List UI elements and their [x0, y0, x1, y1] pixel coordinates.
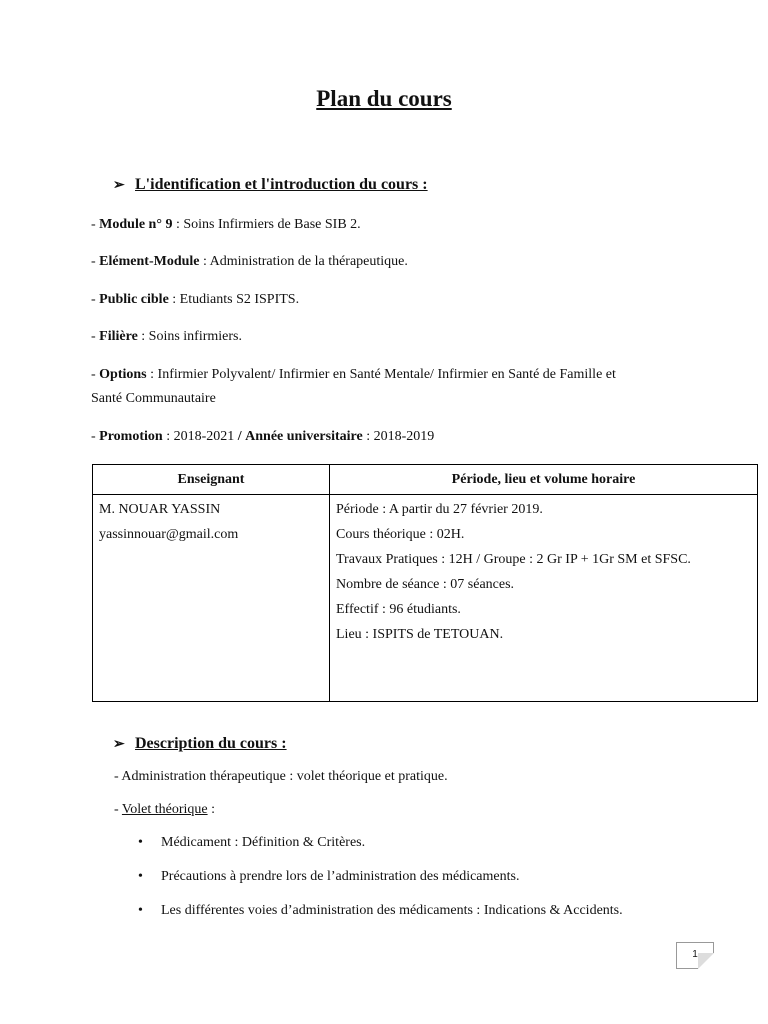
section-heading-description — [113, 735, 287, 753]
arrow-bullet-icon: ➢ — [113, 736, 125, 752]
header-periode: Période, lieu et volume horaire — [330, 465, 758, 495]
list-item — [138, 835, 365, 851]
table-row — [93, 495, 758, 702]
page-fold-icon — [698, 953, 714, 969]
field-value: : Soins infirmiers. — [137, 329, 243, 344]
teacher-email: yassinnouar@gmail.com — [99, 527, 239, 542]
list-item-text: Les différentes voies d’administration des médicaments : Indications & Accidents. — [161, 903, 623, 918]
arrow-bullet-icon: ➢ — [113, 177, 125, 193]
list-item-text: Médicament : Définition & Critères. — [161, 835, 366, 850]
page-title: Plan du cours — [316, 86, 452, 111]
header-enseignant: Enseignant — [93, 465, 330, 495]
list-item — [138, 903, 623, 919]
field-filiere: - Filière : Soins infirmiers. — [91, 329, 243, 344]
field-value-annee: : 2018-2019 — [362, 429, 435, 444]
section-heading-text: L'identification et l'introduction du cours : — [135, 176, 428, 193]
field-value: : Soins Infirmiers de Base SIB 2. — [172, 217, 361, 232]
volet-suffix: : — [207, 802, 215, 817]
detail-nombre-seance: Nombre de séance : 07 séances. — [336, 577, 515, 592]
section-heading-identification — [113, 176, 428, 194]
teacher-cell — [93, 495, 330, 702]
description-intro: - Administration thérapeutique : volet théorique et pratique. — [114, 769, 448, 784]
field-value: : Etudiants S2 ISPITS. — [168, 292, 300, 307]
detail-lieu: Lieu : ISPITS de TETOUAN. — [336, 627, 504, 642]
course-info-table — [92, 464, 758, 702]
page-number-box — [676, 942, 714, 969]
volet-theorique-label: Volet théorique — [121, 802, 208, 817]
field-element-module: - Elément-Module : Administration de la thérapeutique. — [91, 254, 408, 269]
field-value: : Administration de la thérapeutique. — [199, 254, 408, 269]
detail-effectif: Effectif : 96 étudiants. — [336, 602, 461, 617]
field-label: Module n° 9 — [99, 217, 173, 232]
field-label: Filière — [99, 329, 138, 344]
bullet-dot-icon: • — [138, 903, 143, 918]
field-label: Public cible — [99, 292, 169, 307]
field-public-cible: - Public cible : Etudiants S2 ISPITS. — [91, 292, 300, 307]
field-promotion: - Promotion : 2018-2021 / Année universitaire : 2018-2019 — [91, 429, 435, 444]
teacher-name: M. NOUAR YASSIN — [99, 502, 221, 517]
table-header-row — [93, 465, 758, 495]
field-separator: / — [237, 429, 242, 444]
details-cell — [330, 495, 758, 702]
field-value: : Infirmier Polyvalent/ Infirmier en Santé Mentale/ Infirmier en Santé de Famille et — [146, 367, 616, 382]
field-module: - Module n° 9 : Soins Infirmiers de Base SIB 2. — [91, 217, 361, 232]
detail-periode: Période : A partir du 27 février 2019. — [336, 502, 543, 517]
field-label: Options — [99, 367, 147, 382]
field-options-continuation: Santé Communautaire — [91, 391, 216, 406]
bullet-dot-icon: • — [138, 869, 143, 884]
list-item-text: Précautions à prendre lors de l’administration des médicaments. — [161, 869, 520, 884]
detail-cours-theorique: Cours théorique : 02H. — [336, 527, 465, 542]
bullet-dot-icon: • — [138, 835, 143, 850]
field-label: Elément-Module — [99, 254, 200, 269]
field-label: Promotion — [99, 429, 163, 444]
volet-prefix: - — [114, 802, 122, 817]
field-value: : 2018-2021 — [162, 429, 238, 444]
section-heading-text: Description du cours : — [135, 735, 287, 752]
list-item — [138, 869, 519, 885]
volet-theorique-line — [114, 801, 215, 819]
field-options: - Options : Infirmier Polyvalent/ Infirmier en Santé Mentale/ Infirmier en Santé de Famille et — [91, 367, 616, 382]
page-number: 1 — [692, 949, 698, 960]
field-label-annee: Année universitaire — [245, 429, 363, 444]
detail-travaux-pratiques: Travaux Pratiques : 12H / Groupe : 2 Gr IP + 1Gr SM et SFSC. — [336, 552, 691, 567]
